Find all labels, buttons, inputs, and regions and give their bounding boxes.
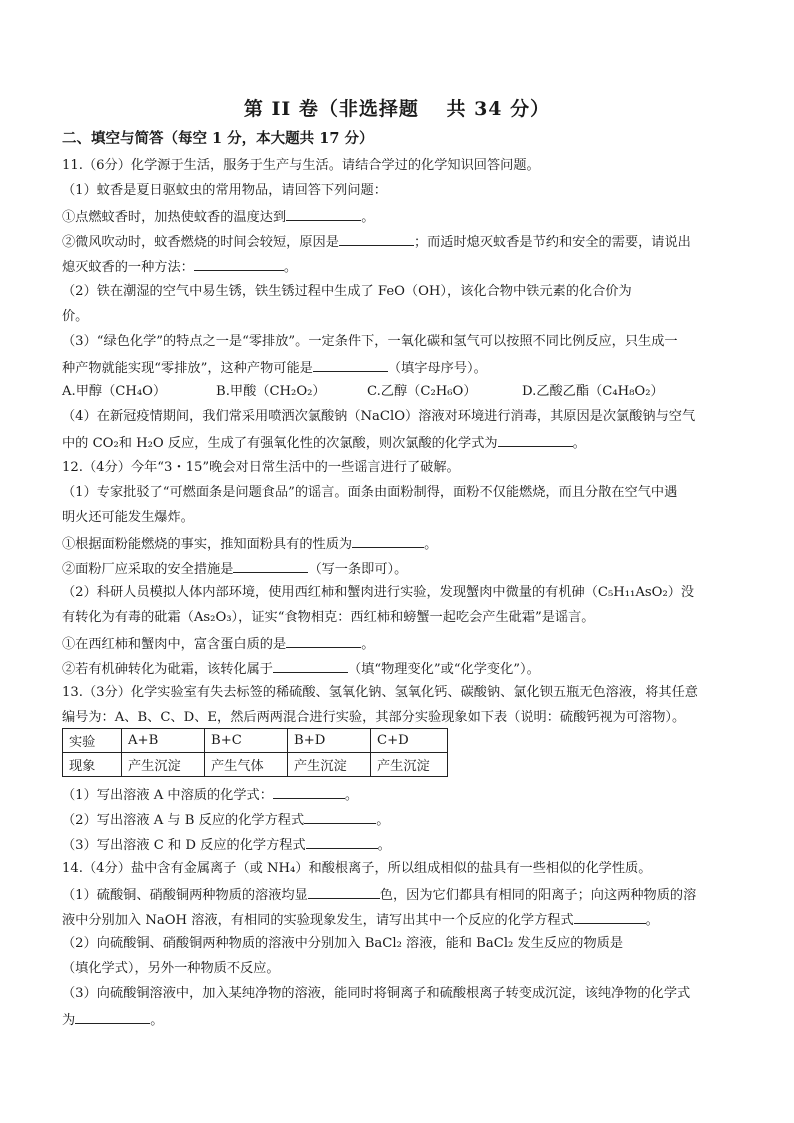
answer-blank[interactable] [308,885,380,899]
q14-part1-cont: 液中分别加入 NaOH 溶液，有相同的实验现象发生，请写出其中一个反应的化学方程式 。 [62,910,732,930]
table-cell: B+C [205,729,288,753]
q14-part3: （3）向硫酸铜溶液中，加入某纯净物的溶液，能同时将铜离子和硫酸根离子转变成沉淀，该纯净物的化学式 [62,986,691,1001]
q14-head: 14.（4分）盐中含有金属离子（或 NH₄）和酸根离子，所以组成相似的盐具有一些相似的化学性质。 [62,861,652,876]
answer-blank[interactable] [194,257,284,271]
answer-blank[interactable] [273,785,345,799]
answer-blank[interactable] [313,358,388,372]
section-heading: 二、填空与简答（每空 1 分，本大题共 17 分） [62,130,374,147]
answer-blank[interactable] [75,1010,150,1024]
answer-blank[interactable] [306,835,378,849]
q12-part2b: ②若有机砷转化为砒霜，该转化属于 （填“物理变化”或“化学变化”）。 [62,659,732,679]
answer-blank[interactable] [498,433,573,447]
answer-blank[interactable] [339,232,414,246]
q11-part3-cont: 种产物就能实现“零排放”，这种产物可能是 （填字母序号）。 [62,358,732,378]
q12-part2-cont: 有转化为有毒的砒霜（As₂O₃），证实“食物相克：西红柿和螃蟹一起吃会产生砒霜”是谣言。 [62,610,595,625]
q13-head-cont: 编号为：A、B、C、D、E，然后两两混合进行实验，其部分实验现象如下表（说明：硫酸钙视为可溶物）。 [62,710,686,725]
table-cell: 产生气体 [205,753,288,777]
option-b: B.甲酸（CH₂O₂） [216,384,326,399]
table-cell: 实验 [63,729,122,753]
table-cell: 现象 [63,753,122,777]
q12-part1a: ①根据面粉能燃烧的事实，推知面粉具有的性质为 。 [62,534,732,554]
table-cell: 产生沉淀 [371,753,448,777]
q13-head: 13.（3分）化学实验室有失去标签的稀硫酸、氢氧化钠、氢氧化钙、碳酸钠、氯化钡五瓶无色溶液，将其任意 [62,685,698,700]
q11-part2: （2）铁在潮湿的空气中易生锈，铁生锈过程中生成了 FeO（OH），该化合物中铁元素的化合价为 [62,284,632,299]
answer-blank[interactable] [286,634,361,648]
q12-part1-cont: 明火还可能发生爆炸。 [62,510,194,525]
q11-head: 11.（6分）化学源于生活，服务于生产与生活。请结合学过的化学知识回答问题。 [62,158,540,173]
q13-part3: （3）写出溶液 C 和 D 反应的化学方程式 。 [62,835,732,855]
table-cell: A+B [122,729,205,753]
q12-part2: （2）科研人员模拟人体内部环境，使用西红柿和蟹肉进行实验，发现蟹肉中微量的有机砷（C₅H₁₁AsO₂）没 [62,585,695,600]
q14-part2: （2）向硫酸铜、硝酸铜两种物质的溶液中分别加入 BaCl₂ 溶液，能和 BaCl₂ 发生反应的物质是 [62,936,624,951]
q12-part2a: ①在西红柿和蟹肉中，富含蛋白质的是 。 [62,634,732,654]
q14-part2-cont: （填化学式），另外一种物质不反应。 [62,961,280,976]
q11-part1a: ①点燃蚊香时，加热使蚊香的温度达到 。 [62,207,732,227]
q11-part4: （4）在新冠疫情期间，我们常采用喷洒次氯酸钠（NaClO）溶液对环境进行消毒，其原因是次氯酸钠与空气 [62,409,696,424]
page-title: 第 II 卷（非选择题 共 34 分） [243,98,551,120]
q11-part2-cont: 价。 [62,309,89,324]
q11-part4-cont: 中的 CO₂和 H₂O 反应，生成了有强氧化性的次氯酸，则次氯酸的化学式为 。 [62,433,732,453]
option-d: D.乙酸乙酯（C₄H₈O₂） [522,384,664,399]
answer-blank[interactable] [304,810,376,824]
q12-head: 12.（4分）今年“3・15”晚会对日常生活中的一些谣言进行了破解。 [62,460,460,475]
q13-part1: （1）写出溶液 A 中溶质的化学式： 。 [62,785,732,805]
q11-part1b-cont: 熄灭蚊香的一种方法： 。 [62,257,732,277]
q13-part2: （2）写出溶液 A 与 B 反应的化学方程式 。 [62,810,732,830]
answer-blank[interactable] [273,659,348,673]
table-cell: 产生沉淀 [288,753,371,777]
q12-part1: （1）专家批驳了“可燃面条是问题食品”的谣言。面条由面粉制得，面粉不仅能燃烧，而且分散在空气中遇 [62,485,678,500]
option-a: A.甲醇（CH₄O） [62,384,167,399]
answer-blank[interactable] [352,534,424,548]
table-row [63,729,448,753]
table-cell: C+D [371,729,448,753]
q11-part1b: ②微风吹动时，蚊香燃烧的时间会较短，原因是 ；而适时熄灭蚊香是节约和安全的需要，请说出 [62,232,732,252]
table-row [63,753,448,777]
option-c: C.乙醇（C₂H₆O） [367,384,477,399]
table-cell: B+D [288,729,371,753]
table-cell: 产生沉淀 [122,753,205,777]
q12-part1b: ②面粉厂应采取的安全措施是 （写一条即可）。 [62,559,732,579]
experiment-table [62,728,448,777]
answer-blank[interactable] [574,910,646,924]
q14-part3-cont: 为 。 [62,1010,732,1030]
q11-part1: （1）蚊香是夏日驱蚊虫的常用物品，请回答下列问题： [62,183,387,198]
q11-part3: （3）“绿色化学”的特点之一是“零排放”。一定条件下，一氧化碳和氢气可以按照不同比例反应，只生成一 [62,334,678,349]
answer-blank[interactable] [286,207,361,221]
answer-blank[interactable] [233,559,308,573]
q14-part1: （1）硫酸铜、硝酸铜两种物质的溶液均显 色，因为它们都具有相同的阳离子；向这两种物质的溶 [62,885,732,905]
